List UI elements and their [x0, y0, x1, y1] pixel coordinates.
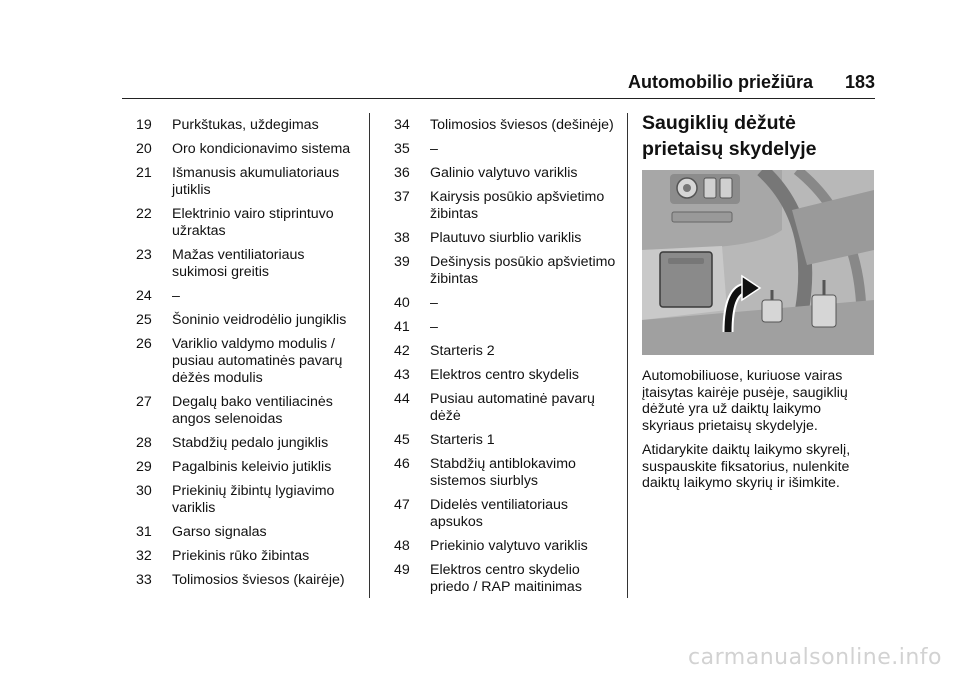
fuse-list-column-2 — [394, 117, 619, 603]
fuse-description: Starteris 1 — [430, 432, 495, 448]
fuse-number: 46 — [394, 456, 410, 472]
section-body — [642, 368, 874, 500]
fuse-description: Išmanusis akumuliatoriaus jutiklis — [172, 165, 340, 198]
fuse-description: Purkštukas, uždegimas — [172, 117, 319, 133]
fuse-number: 39 — [394, 254, 410, 270]
fuse-description: Pagalbinis keleivio jutiklis — [172, 459, 332, 475]
fuse-description: Dešinysis posūkio apšvietimo žibintas — [430, 254, 616, 287]
fuse-list-item — [394, 189, 619, 223]
fuse-description: Kairysis posūkio apšvietimo žibintas — [430, 189, 605, 222]
fuse-list-item — [394, 319, 619, 336]
fuse-list-item — [136, 524, 360, 541]
fuse-list-item — [136, 312, 360, 329]
fuse-number: 29 — [136, 459, 152, 475]
fuse-list-item — [394, 538, 619, 555]
fuse-number: 42 — [394, 343, 410, 359]
fuse-number: 30 — [136, 483, 152, 499]
fuse-description: Variklio valdymo modulis / pusiau automatinės pavarų dėžės modulis — [172, 336, 343, 386]
fuse-description: Starteris 2 — [430, 343, 495, 359]
paragraph-instructions: Atidarykite daiktų laikymo skyrelį, suspauskite fiksatorius, nulenkite daiktų laikymo skyrių ir išimkite. — [642, 442, 851, 491]
fuse-description: – — [172, 288, 180, 304]
fuse-number: 24 — [136, 288, 152, 304]
dashboard-fuse-box-illustration — [642, 170, 874, 355]
column-divider-right — [627, 113, 628, 598]
fuse-description: Didelės ventiliatoriaus apsukos — [430, 497, 569, 530]
fuse-description: Mažas ventiliatoriaus sukimosi greitis — [172, 247, 305, 280]
section-title: Saugiklių dėžutė prietaisų skydelyje — [642, 112, 817, 160]
fuse-description: Oro kondicionavimo sistema — [172, 141, 351, 157]
fuse-list-item — [394, 391, 619, 425]
fuse-list-item — [136, 336, 360, 387]
column-divider-left — [369, 113, 370, 598]
fuse-description: Elektros centro skydelio priedo / RAP maitinimas — [430, 562, 582, 595]
fuse-description: Priekinių žibintų lygiavimo variklis — [172, 483, 335, 516]
fuse-list-item — [136, 165, 360, 199]
fuse-list-column-1 — [136, 117, 360, 596]
fuse-description: Priekinio valytuvo variklis — [430, 538, 588, 554]
fuse-number: 21 — [136, 165, 152, 181]
fuse-number: 47 — [394, 497, 410, 513]
fuse-number: 37 — [394, 189, 410, 205]
fuse-number: 22 — [136, 206, 152, 222]
fuse-number: 48 — [394, 538, 410, 554]
paragraph-location: Automobiliuose, kuriuose vairas įtaisytas kairėje pusėje, saugiklių dėžutė yra už daiktų laikymo skyriaus prietaisų skydelyje. — [642, 368, 848, 434]
fuse-list-item — [394, 367, 619, 384]
fuse-number: 32 — [136, 548, 152, 564]
fuse-list-item — [136, 117, 360, 134]
fuse-number: 34 — [394, 117, 410, 133]
fuse-number: 28 — [136, 435, 152, 451]
fuse-number: 20 — [136, 141, 152, 157]
fuse-list-item — [394, 230, 619, 247]
fuse-description: Elektros centro skydelis — [430, 367, 580, 383]
fuse-description: Degalų bako ventiliacinės angos selenoidas — [172, 394, 333, 427]
watermark: carmanualsonline.info — [688, 645, 942, 670]
fuse-list-item — [394, 141, 619, 158]
fuse-list-item — [394, 497, 619, 531]
fuse-list-item — [394, 254, 619, 288]
fuse-list-item — [394, 343, 619, 360]
fuse-number: 31 — [136, 524, 152, 540]
fuse-number: 45 — [394, 432, 410, 448]
fuse-description: Stabdžių antiblokavimo sistemos siurblys — [430, 456, 576, 489]
fuse-description: Garso signalas — [172, 524, 267, 540]
fuse-list-item — [136, 247, 360, 281]
fuse-description: Tolimosios šviesos (kairėje) — [172, 572, 345, 588]
fuse-description: Galinio valytuvo variklis — [430, 165, 578, 181]
fuse-number: 41 — [394, 319, 410, 335]
fuse-list-item — [136, 435, 360, 452]
fuse-list-item — [394, 165, 619, 182]
fuse-description: Elektrinio vairo stiprintuvo užraktas — [172, 206, 334, 239]
fuse-number: 33 — [136, 572, 152, 588]
fuse-list-item — [136, 206, 360, 240]
fuse-description: Pusiau automatinė pavarų dėžė — [430, 391, 595, 424]
page-number: 183 — [844, 72, 875, 92]
fuse-list-item — [394, 432, 619, 449]
fuse-description: – — [430, 141, 438, 157]
fuse-number: 26 — [136, 336, 152, 352]
fuse-number: 25 — [136, 312, 152, 328]
fuse-list-item — [394, 456, 619, 490]
fuse-list-item — [136, 572, 360, 589]
fuse-description: Tolimosios šviesos (dešinėje) — [430, 117, 614, 133]
fuse-description: Plautuvo siurblio variklis — [430, 230, 582, 246]
fuse-number: 43 — [394, 367, 410, 383]
fuse-list-item — [394, 562, 619, 596]
fuse-number: 44 — [394, 391, 410, 407]
fuse-list-item — [136, 141, 360, 158]
fuse-list-item — [136, 548, 360, 565]
fuse-list-item — [136, 483, 360, 517]
fuse-list-item — [136, 394, 360, 428]
fuse-number: 19 — [136, 117, 152, 133]
page-header — [122, 70, 875, 99]
fuse-description: – — [430, 295, 438, 311]
fuse-number: 23 — [136, 247, 152, 263]
header-title: Automobilio priežiūra — [627, 72, 813, 92]
fuse-description: Stabdžių pedalo jungiklis — [172, 435, 329, 451]
fuse-number: 38 — [394, 230, 410, 246]
fuse-description: – — [430, 319, 438, 335]
fuse-number: 40 — [394, 295, 410, 311]
fuse-description: Šoninio veidrodėlio jungiklis — [172, 312, 347, 328]
fuse-number: 49 — [394, 562, 410, 578]
fuse-list-item — [394, 295, 619, 312]
fuse-list-item — [136, 288, 360, 305]
fuse-description: Priekinis rūko žibintas — [172, 548, 310, 564]
fuse-list-item — [394, 117, 619, 134]
fuse-number: 27 — [136, 394, 152, 410]
fuse-number: 36 — [394, 165, 410, 181]
fuse-number: 35 — [394, 141, 410, 157]
fuse-list-item — [136, 459, 360, 476]
